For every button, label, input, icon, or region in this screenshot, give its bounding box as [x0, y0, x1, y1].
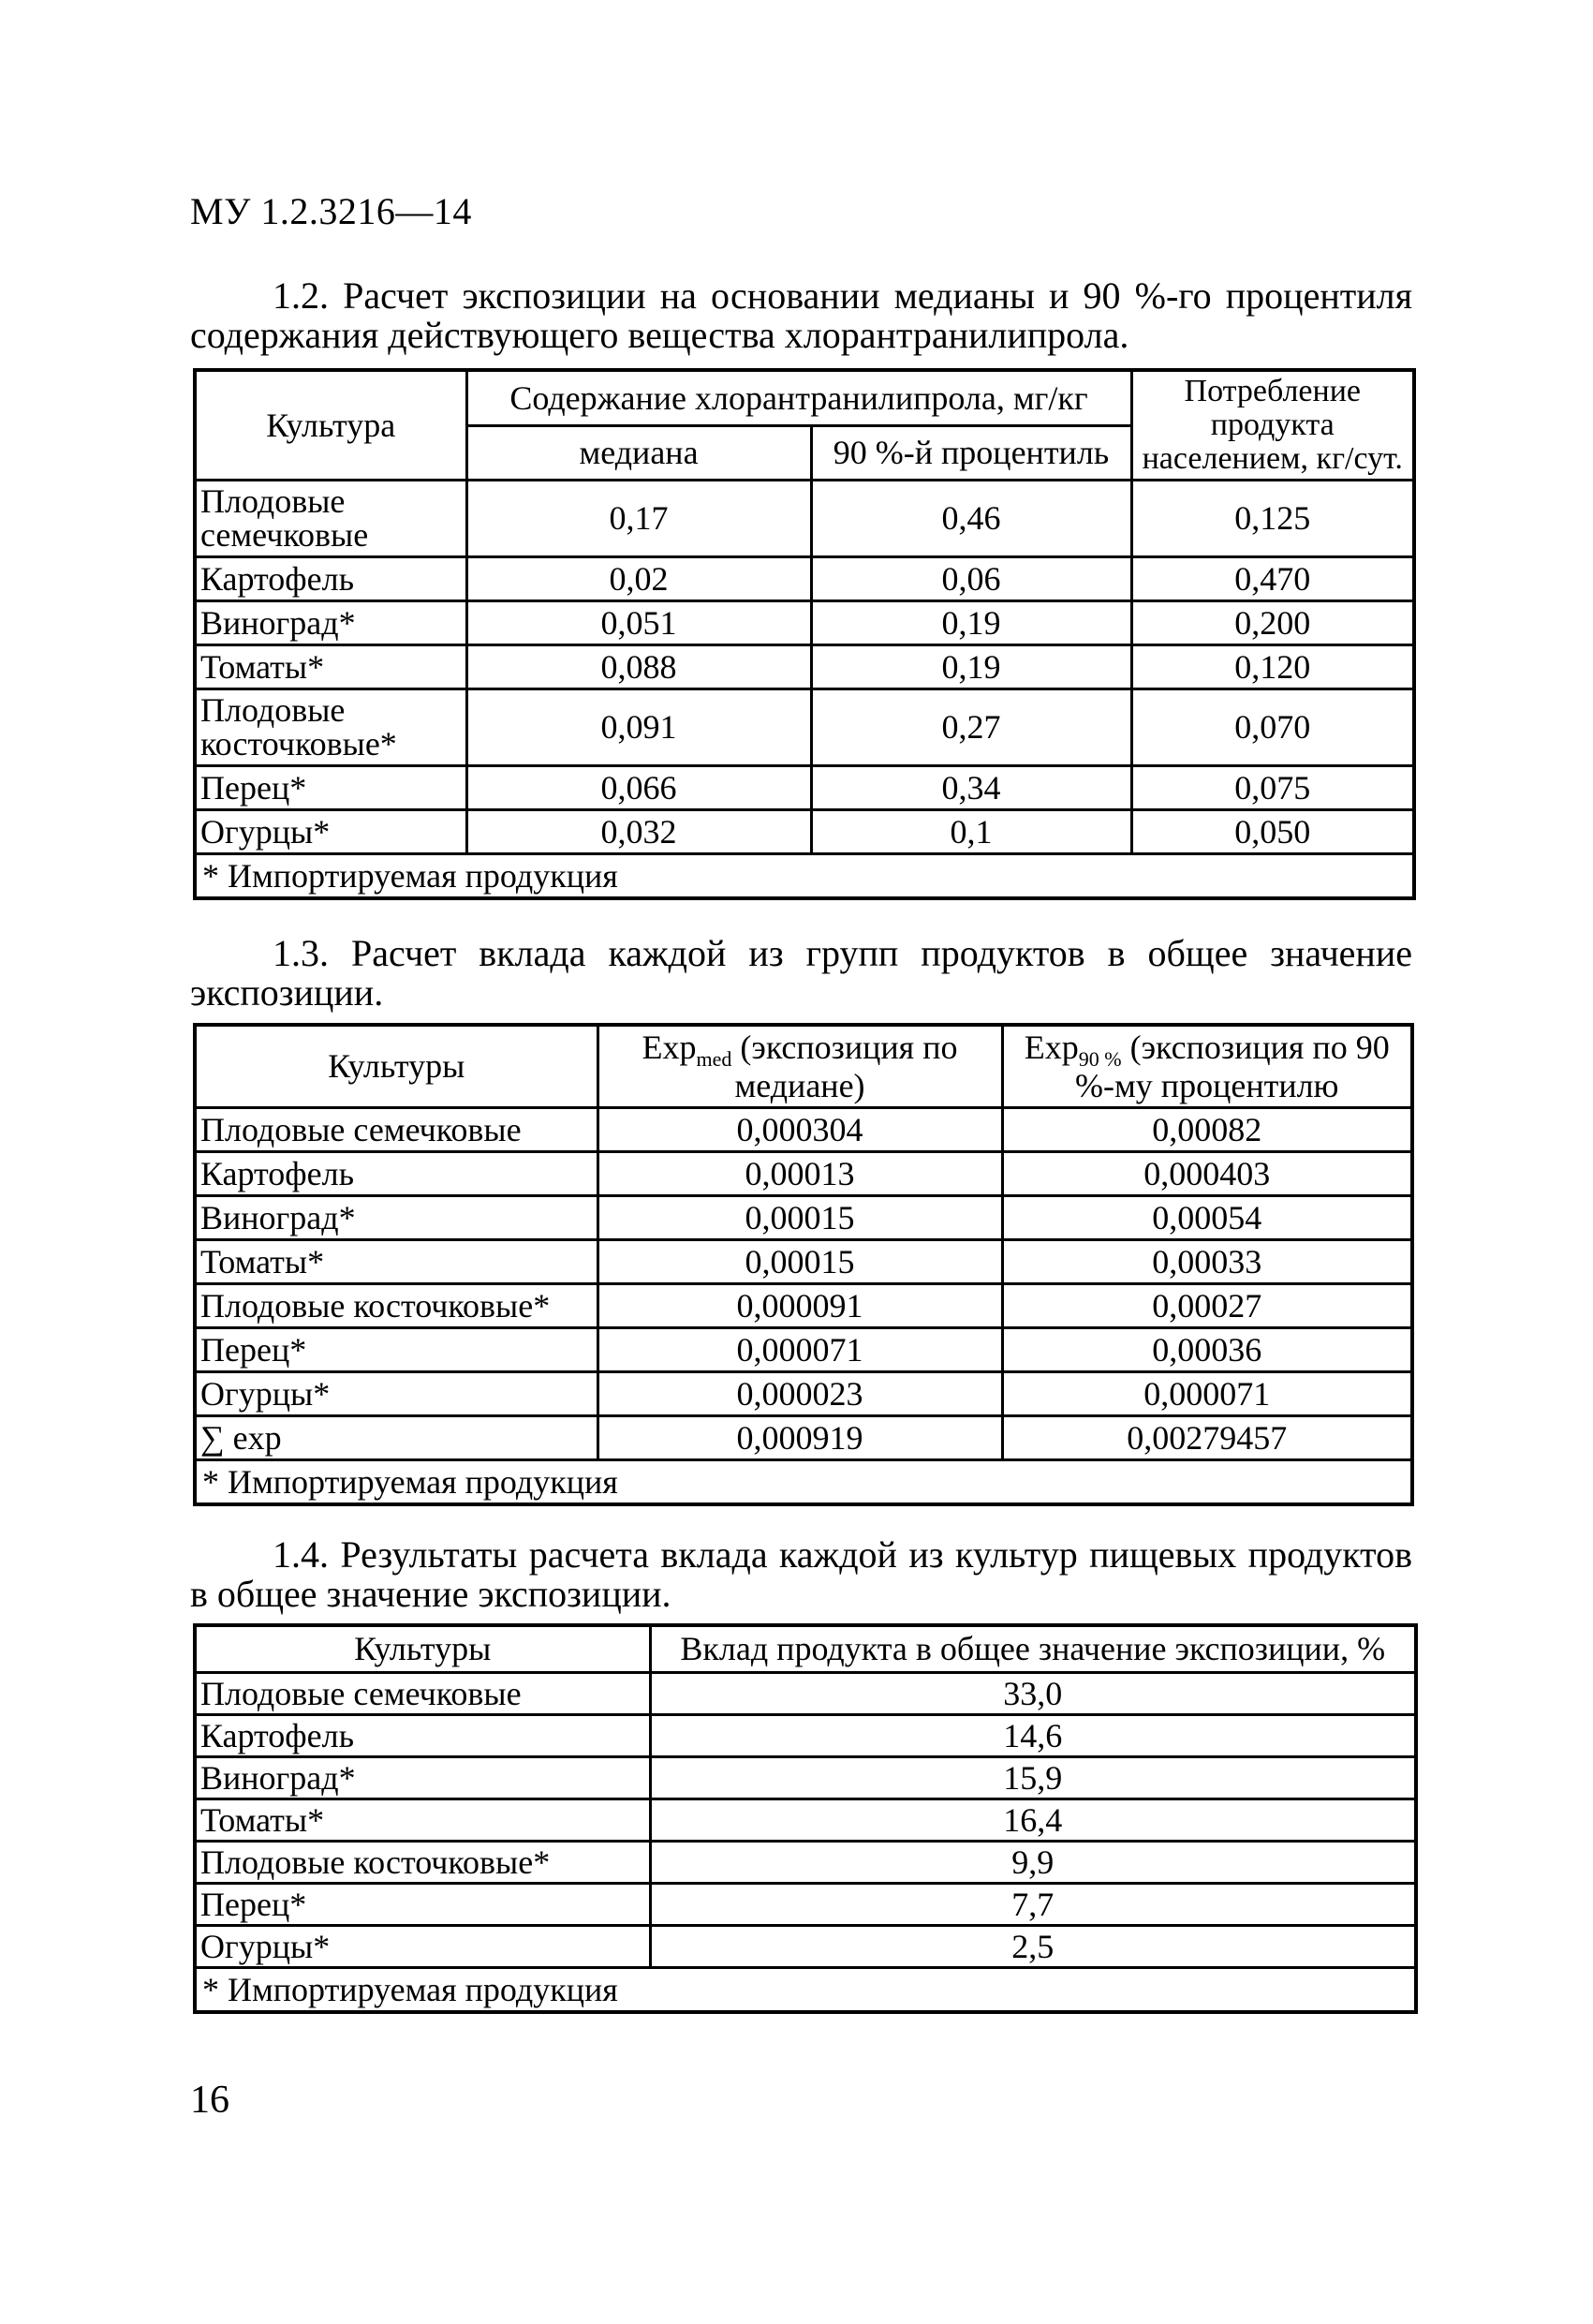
section-1-2-number: 1.2.	[273, 274, 329, 317]
p90-cell: 0,19	[811, 600, 1131, 644]
table-row	[195, 688, 1414, 765]
table-row	[195, 1327, 1412, 1371]
exp-med-cell: 0,000304	[597, 1107, 1002, 1151]
section-1-2-text: Расчет экспозиции на основании медианы и 90 %-го процентиля содержания действующего вещества хлорантранилипрола.	[190, 274, 1412, 356]
exp-med-sum-cell: 0,000919	[597, 1415, 1002, 1459]
p90-cell: 0,46	[811, 480, 1131, 556]
section-1-4-number: 1.4.	[273, 1533, 329, 1576]
exp-med-cell: 0,000071	[597, 1327, 1002, 1371]
median-cell: 0,091	[466, 688, 811, 765]
culture-cell: Томаты*	[195, 644, 466, 688]
table-row	[195, 809, 1414, 853]
median-cell: 0,17	[466, 480, 811, 556]
culture-cell: Плодовые семечковые	[195, 1672, 650, 1714]
culture-cell: Плодовые семечковые	[195, 480, 466, 556]
table-row	[195, 1195, 1412, 1239]
table-row	[195, 1107, 1412, 1151]
table-note: * Импортируемая продукция	[195, 1459, 1412, 1504]
table-1-2	[193, 368, 1416, 900]
p90-cell: 0,19	[811, 644, 1131, 688]
share-cell: 33,0	[650, 1672, 1416, 1714]
table-row	[195, 1756, 1416, 1799]
consumption-cell: 0,075	[1131, 765, 1414, 809]
culture-cell: Виноград*	[195, 1195, 597, 1239]
section-1-3-number: 1.3.	[273, 932, 329, 974]
section-1-3-paragraph	[190, 934, 1412, 1013]
exp-med-cell: 0,00015	[597, 1195, 1002, 1239]
share-cell: 14,6	[650, 1714, 1416, 1756]
exp-med-cell: 0,000091	[597, 1283, 1002, 1327]
section-1-4-paragraph	[190, 1535, 1412, 1614]
exp-med-cell: 0,000023	[597, 1371, 1002, 1415]
culture-cell: Перец*	[195, 1327, 597, 1371]
exp-med-label: Exp	[642, 1028, 697, 1066]
table-row	[195, 1283, 1412, 1327]
culture-cell: Плодовые косточковые*	[195, 1283, 597, 1327]
exp-med-cell: 0,00013	[597, 1151, 1002, 1195]
table-row	[195, 1799, 1416, 1841]
exp-90-cell: 0,00027	[1002, 1283, 1412, 1327]
share-cell: 7,7	[650, 1883, 1416, 1925]
culture-cell: Картофель	[195, 556, 466, 600]
exp-med-subscript: med	[696, 1046, 732, 1071]
culture-cell: Виноград*	[195, 1756, 650, 1799]
header-culture: Культуры	[195, 1625, 650, 1672]
table-note: * Импортируемая продукция	[195, 853, 1414, 898]
header-consumption: Потребление продукта населением, кг/сут.	[1131, 370, 1414, 480]
exp-90-sum-cell: 0,00279457	[1002, 1415, 1412, 1459]
table-1-3	[193, 1023, 1414, 1506]
section-1-3-text: Расчет вклада каждой из групп продуктов в общее значение экспозиции.	[190, 932, 1413, 1014]
table-row	[195, 1714, 1416, 1756]
header-culture: Культура	[195, 370, 466, 480]
culture-cell: Картофель	[195, 1151, 597, 1195]
table-row	[195, 1371, 1412, 1415]
document-code: МУ 1.2.3216—14	[190, 190, 472, 232]
exp-90-cell: 0,000403	[1002, 1151, 1412, 1195]
median-cell: 0,066	[466, 765, 811, 809]
sum-label-cell: ∑ exp	[195, 1415, 597, 1459]
culture-cell: Огурцы*	[195, 1371, 597, 1415]
header-exp-med	[597, 1025, 1002, 1107]
culture-cell: Огурцы*	[195, 809, 466, 853]
table-row	[195, 765, 1414, 809]
table-row-sum	[195, 1415, 1412, 1459]
culture-cell: Огурцы*	[195, 1925, 650, 1967]
p90-cell: 0,34	[811, 765, 1131, 809]
share-cell: 2,5	[650, 1925, 1416, 1967]
culture-cell: Перец*	[195, 765, 466, 809]
consumption-cell: 0,070	[1131, 688, 1414, 765]
exp-90-cell: 0,00036	[1002, 1327, 1412, 1371]
culture-cell: Томаты*	[195, 1239, 597, 1283]
culture-cell: Перец*	[195, 1883, 650, 1925]
median-cell: 0,088	[466, 644, 811, 688]
p90-cell: 0,06	[811, 556, 1131, 600]
consumption-cell: 0,050	[1131, 809, 1414, 853]
header-culture: Культуры	[195, 1025, 597, 1107]
exp-med-description: (экспозиция по медиане)	[731, 1028, 958, 1104]
consumption-cell: 0,120	[1131, 644, 1414, 688]
table-row	[195, 1841, 1416, 1883]
table-row	[195, 480, 1414, 556]
exp-90-cell: 0,00082	[1002, 1107, 1412, 1151]
header-share: Вклад продукта в общее значение экспозиции, %	[650, 1625, 1416, 1672]
table-note: * Импортируемая продукция	[195, 1967, 1416, 2012]
exp-90-cell: 0,000071	[1002, 1371, 1412, 1415]
table-row	[195, 644, 1414, 688]
table-row	[195, 1672, 1416, 1714]
culture-cell: Плодовые семечковые	[195, 1107, 597, 1151]
consumption-cell: 0,125	[1131, 480, 1414, 556]
p90-cell: 0,27	[811, 688, 1131, 765]
share-cell: 15,9	[650, 1756, 1416, 1799]
table-row	[195, 600, 1414, 644]
culture-cell: Плодовые косточковые*	[195, 1841, 650, 1883]
median-cell: 0,032	[466, 809, 811, 853]
exp-90-label: Exp	[1024, 1028, 1079, 1066]
median-cell: 0,02	[466, 556, 811, 600]
share-cell: 16,4	[650, 1799, 1416, 1841]
exp-90-description: (экспозиция по 90 %-му процентилю	[1075, 1028, 1390, 1104]
table-row	[195, 556, 1414, 600]
table-row	[195, 1239, 1412, 1283]
header-p90: 90 %-й процентиль	[811, 425, 1131, 480]
exp-90-cell: 0,00033	[1002, 1239, 1412, 1283]
header-median: медиана	[466, 425, 811, 480]
share-cell: 9,9	[650, 1841, 1416, 1883]
culture-cell: Картофель	[195, 1714, 650, 1756]
section-1-4-text: Результаты расчета вклада каждой из культур пищевых продуктов в общее значение экспозиции.	[190, 1533, 1413, 1615]
median-cell: 0,051	[466, 600, 811, 644]
exp-med-cell: 0,00015	[597, 1239, 1002, 1283]
header-exp-90	[1002, 1025, 1412, 1107]
table-1-4	[193, 1623, 1418, 2014]
exp-90-subscript: 90 %	[1078, 1046, 1122, 1071]
table-row	[195, 1883, 1416, 1925]
culture-cell: Томаты*	[195, 1799, 650, 1841]
consumption-cell: 0,200	[1131, 600, 1414, 644]
culture-cell: Виноград*	[195, 600, 466, 644]
table-row	[195, 1925, 1416, 1967]
exp-90-cell: 0,00054	[1002, 1195, 1412, 1239]
p90-cell: 0,1	[811, 809, 1131, 853]
table-row	[195, 1151, 1412, 1195]
page-number: 16	[190, 2079, 229, 2122]
header-content: Содержание хлорантранилипрола, мг/кг	[466, 370, 1131, 425]
culture-cell: Плодовые косточковые*	[195, 688, 466, 765]
consumption-cell: 0,470	[1131, 556, 1414, 600]
section-1-2-paragraph	[190, 276, 1412, 355]
